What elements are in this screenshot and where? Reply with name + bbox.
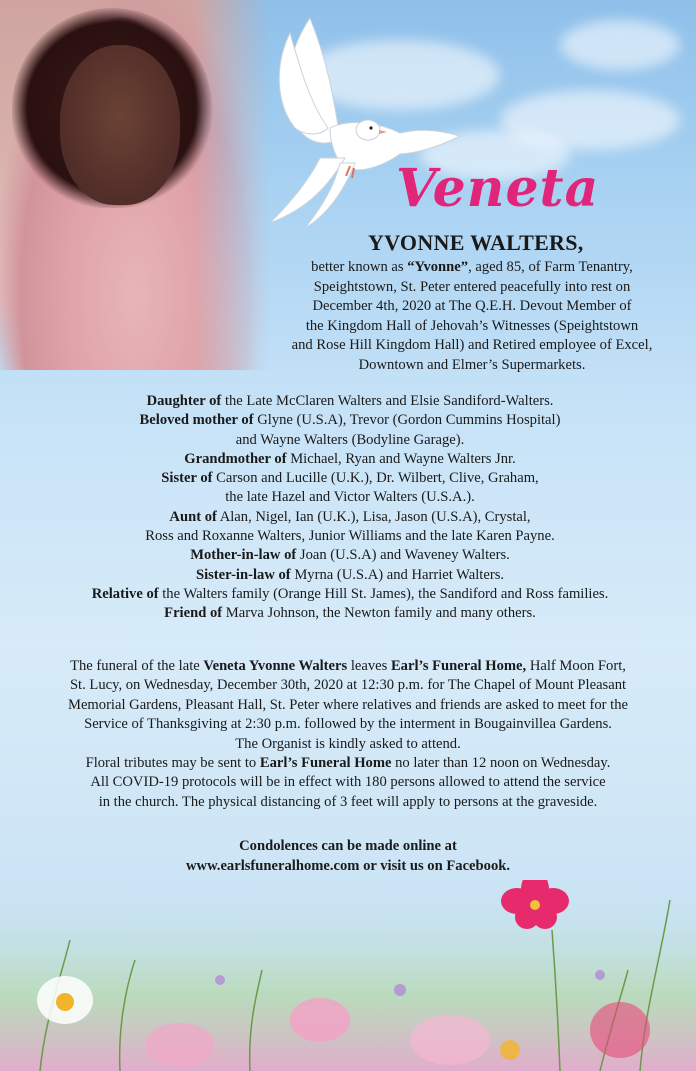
family-text: Michael, Ryan and Wayne Walters Jnr. — [286, 450, 516, 467]
intro-line — [256, 278, 688, 298]
family-bold-text: Sister-in-law of — [195, 566, 291, 583]
funeral-text: Floral tributes may be sent to — [85, 755, 260, 772]
intro-line — [256, 317, 688, 337]
funeral-line — [14, 735, 682, 754]
family-list — [20, 392, 680, 624]
family-line — [20, 450, 680, 469]
family-text: the Walters family (Orange Hill St. James), the Sandiford and Ross families. — [158, 585, 609, 602]
intro-text: Downtown and Elmer’s Supermarkets. — [358, 356, 586, 373]
family-text: the late Hazel and Victor Walters (U.S.A.). — [225, 489, 475, 506]
family-text: Marva Johnson, the Newton family and many others. — [222, 605, 536, 622]
family-line — [20, 508, 680, 527]
condolences-line-2: www.earlsfuneralhome.com or visit us on Facebook. — [185, 858, 511, 874]
family-line — [20, 411, 680, 430]
intro-line — [256, 356, 688, 376]
funeral-text: The Organist is kindly asked to attend. — [235, 735, 461, 752]
funeral-text: Half Moon Fort, — [526, 658, 626, 674]
family-bold-text: Mother-in-law of — [190, 547, 297, 564]
family-line — [20, 585, 680, 604]
funeral-text: no later than 12 noon on Wednesday. — [391, 755, 611, 772]
funeral-line — [14, 676, 682, 695]
cloud — [560, 20, 680, 70]
intro-paragraph — [256, 258, 688, 375]
funeral-text: in the church. The physical distancing of 3 feet will apply to persons at the graveside. — [98, 793, 598, 810]
family-line — [20, 604, 680, 623]
portrait-face — [60, 45, 180, 205]
intro-bold-text: “Yvonne” — [407, 259, 469, 275]
family-text: Myrna (U.S.A) and Harriet Walters. — [290, 566, 505, 583]
funeral-text: Memorial Gardens, Pleasant Hall, St. Peter where relatives and friends are asked to meet for the — [67, 696, 629, 713]
intro-text: , aged 85, of Farm Tenantry, — [468, 259, 633, 275]
condolences-note — [120, 836, 576, 876]
family-line — [20, 546, 680, 565]
funeral-line — [14, 696, 682, 715]
family-bold-text: Friend of — [164, 605, 223, 622]
funeral-line — [14, 773, 682, 792]
family-text: Carson and Lucille (U.K.), Dr. Wilbert, Clive, Graham, — [212, 470, 539, 487]
intro-text: and Rose Hill Kingdom Hall) and Retired employee of Excel, — [291, 337, 653, 353]
funeral-text: St. Lucy, on Wednesday, December 30th, 2020 at 12:30 p.m. for The Chapel of Mount Pleasant — [69, 677, 627, 694]
intro-text: better known as — [311, 259, 408, 275]
condolences-line-1: Condolences can be made online at — [239, 838, 457, 854]
family-text: Ross and Roxanne Walters, Junior Williams and the late Karen Payne. — [145, 528, 555, 545]
first-name-heading: Veneta — [396, 158, 600, 219]
family-text: Joan (U.S.A) and Waveney Walters. — [296, 547, 510, 564]
family-text: the Late McClaren Walters and Elsie Sandiford-Walters. — [221, 393, 554, 409]
funeral-line — [14, 793, 682, 812]
surname-heading: YVONNE WALTERS, — [368, 230, 584, 255]
family-bold-text: Relative of — [91, 585, 159, 602]
funeral-paragraph — [14, 657, 682, 812]
funeral-text: The funeral of the late — [70, 658, 204, 674]
funeral-text: Service of Thanksgiving at 2:30 p.m. followed by the interment in Bougainvillea Gardens. — [84, 716, 612, 733]
flower-meadow — [0, 880, 696, 1071]
family-line — [20, 527, 680, 546]
funeral-text: All COVID-19 protocols will be in effect with 180 persons allowed to attend the service — [90, 774, 606, 791]
intro-text: the Kingdom Hall of Jehovah’s Witnesses (Speightstown — [305, 317, 639, 334]
funeral-bold-text: Earl’s Funeral Home — [259, 755, 392, 772]
intro-line — [256, 336, 688, 356]
family-bold-text: Sister of — [161, 470, 213, 487]
family-line — [20, 469, 680, 488]
family-bold-text: Daughter of — [146, 393, 222, 409]
intro-text: December 4th, 2020 at The Q.E.H. Devout Member of — [312, 298, 632, 314]
intro-line — [256, 258, 688, 278]
portrait-photo — [0, 0, 270, 370]
family-bold-text: Aunt of — [169, 508, 217, 525]
funeral-line — [14, 754, 682, 773]
funeral-line — [14, 715, 682, 734]
funeral-text: leaves — [347, 658, 391, 674]
funeral-bold-text: Veneta Yvonne Walters — [203, 658, 348, 674]
family-text: Glyne (U.S.A), Trevor (Gordon Cummins Hospital) — [253, 412, 561, 429]
intro-text: Speightstown, St. Peter entered peacefully into rest on — [313, 278, 631, 295]
family-bold-text: Grandmother of — [184, 450, 287, 467]
intro-line — [256, 297, 688, 317]
funeral-bold-text: Earl’s Funeral Home, — [390, 658, 527, 674]
family-line — [20, 488, 680, 507]
family-line — [20, 392, 680, 411]
family-text: and Wayne Walters (Bodyline Garage). — [235, 431, 465, 448]
funeral-line — [14, 657, 682, 676]
family-line — [20, 431, 680, 450]
family-text: Alan, Nigel, Ian (U.K.), Lisa, Jason (U.S.A), Crystal, — [216, 508, 531, 525]
family-line — [20, 566, 680, 585]
family-bold-text: Beloved mother of — [139, 412, 254, 429]
